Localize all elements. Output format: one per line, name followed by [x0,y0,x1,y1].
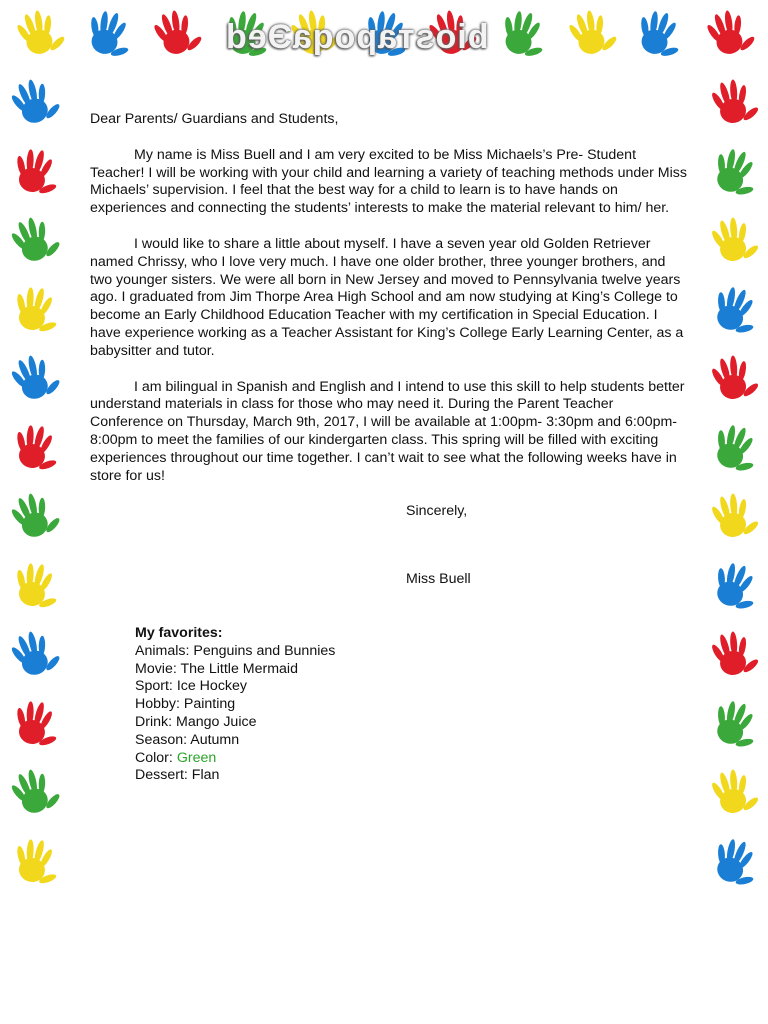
handprint-icon [707,282,765,339]
letter-signature: Miss Buell [406,571,471,588]
handprint-icon [10,698,63,750]
handprint-icon [496,7,552,62]
handprint-icon [708,75,761,127]
favorite-item [135,767,690,785]
handprint-icon [708,627,761,679]
handprint-icon [10,836,63,888]
handprint-icon [10,422,63,474]
favorite-value: Painting [183,696,236,713]
favorite-item [135,678,690,696]
favorite-item [135,750,690,768]
handprint-icon [6,763,64,820]
favorite-label: Animals: [135,642,190,659]
handprint-icon [10,146,63,198]
favorite-value: Ice Hockey [176,678,247,695]
handprint-icon [6,349,64,406]
handprint-icon [6,625,64,682]
handprint-icon [565,5,621,60]
favorite-value: Autumn [190,731,240,748]
handprint-icon [707,558,765,615]
handprint-icon [708,213,761,265]
handprint-icon [708,351,761,403]
favorites-title: My favorites: [135,624,223,641]
favorite-label: Movie: [135,660,177,677]
favorite-value: The Little Mermaid [180,660,298,677]
handprint-icon [708,765,761,817]
handprint-icon [707,834,765,891]
handprint-icon [707,144,765,201]
favorites-list [135,625,690,785]
letter-paragraph-conference: I am bilingual in Spanish and English and I intend to use this skill to help students better understand materials in class for those who may need it. During the Parent Teacher Conference on Thursday, March 9th, 2017, I will be available at 1:00pm- 3:30pm and 6:00pm- 8:00pm to meet the families of our kindergarten class. This spring will be filled with exciting experiences throughout our time together. I can’t wait to see what the following weeks have in store for us! [90,378,685,484]
watermark-text: bіosтаpoqaЭed [225,18,489,56]
favorite-label: Hobby: [135,696,180,713]
letter-paragraph-about: I would like to share a little about myself. I have a seven year old Golden Retriever named Chrissy, who I love very much. I have one older brother, three younger brothers, and two younger sisters. We were all born in New Jersey and moved to Pennsylvania twelve years ago. I graduated from Jim Thorpe Area High School and am now studying at King’s College to become an Early Childhood Education Teacher with my certification in Special Education. I have experience working as a Teacher Assistant for King’s College Early Learning Center, as a babysitter and tutor. [90,235,684,359]
favorite-value: Mango Juice [176,713,257,730]
handprint-icon [150,5,206,60]
favorite-label: Drink: [135,713,173,730]
handprint-icon [6,73,64,130]
handprint-icon [632,7,688,62]
handprint-icon [10,560,63,612]
favorite-value: Penguins and Bunnies [193,642,336,659]
handprint-icon [10,284,63,336]
letter-paragraph-intro: My name is Miss Buell and I am very excited to be Miss Michaels’s Pre- Student Teacher! I will be working with your child and learning a variety of teaching methods under Miss Michaels’ supervision. I feel that the best way for a child to learn is to have hands on experiences and connecting the students’ interests to make the material relevant to him/ her. [90,146,687,217]
handprint-icon [6,487,64,544]
favorite-item [135,661,690,679]
favorite-item [135,714,690,732]
handprint-icon [707,420,765,477]
favorite-item [135,732,690,750]
favorite-item [135,696,690,714]
favorite-label: Color: [135,749,173,766]
handprint-icon [707,696,765,753]
favorite-value: Green [176,749,217,766]
letter-body [90,111,690,785]
handprint-icon [82,7,138,62]
letter-closing: Sincerely, [406,503,468,520]
handprint-icon [6,211,64,268]
favorite-value: Flan [191,767,220,784]
letter-greeting: Dear Parents/ Guardians and Students, [90,111,339,127]
favorite-label: Sport: [135,678,173,695]
handprint-icon [708,489,761,541]
handprint-icon [13,5,69,60]
favorite-label: Season: [135,731,188,748]
handprint-icon [703,5,759,60]
favorite-item [135,643,690,661]
favorite-label: Dessert: [135,767,188,784]
